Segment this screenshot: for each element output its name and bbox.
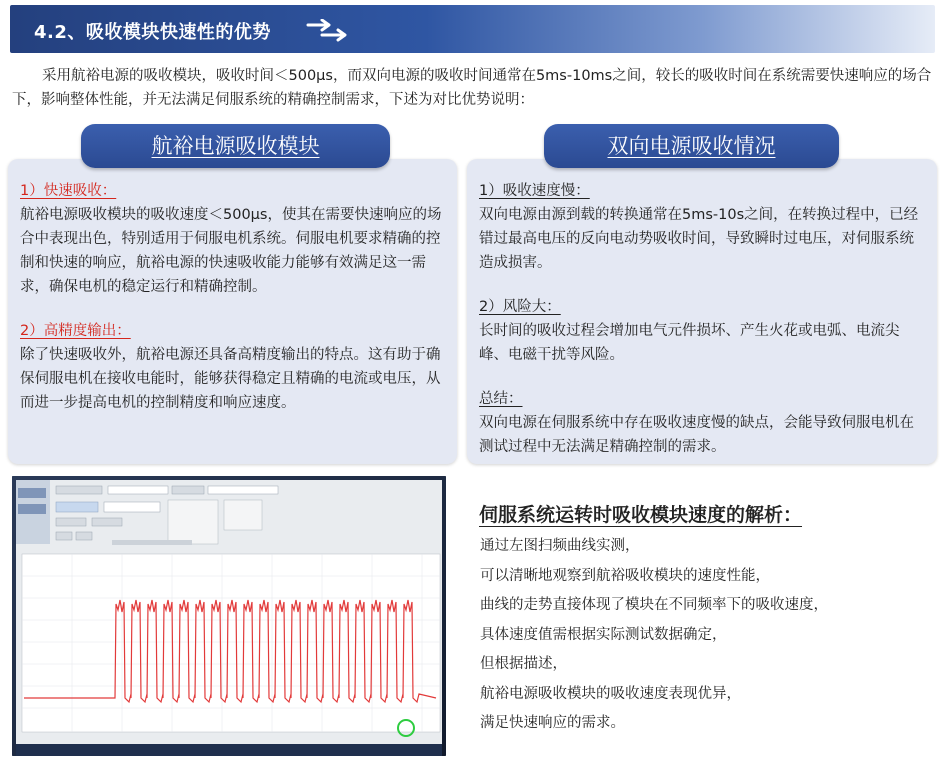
- analysis-line: 曲线的走势直接体现了模块在不同频率下的吸收速度，: [480, 597, 828, 613]
- sweep-curve-screen: [12, 476, 446, 756]
- left-card-title: 航裕电源吸收模块: [151, 134, 320, 158]
- right-card-title-pill: [544, 124, 839, 168]
- spacer: [479, 275, 927, 295]
- right-item-heading: 1）吸收速度慢：: [479, 183, 590, 199]
- analysis-line: 但根据描述，: [480, 656, 567, 672]
- sweep-curve-photo: [12, 476, 446, 756]
- right-item-heading: 2）风险大：: [479, 299, 561, 315]
- analysis-line: 具体速度值需根据实际测试数据确定，: [480, 626, 727, 643]
- left-item-text: 航裕电源吸收模块的吸收速度＜500μs，使其在需要快速响应的场合中表现出色，特别适用于伺服电机系统。伺服电机要求精确的控制和快速的响应，航裕电源的快速吸收能力能够有效满足这一需求，确保电机的稳定运行和精确控制。: [20, 207, 442, 295]
- left-card-title-pill: [81, 124, 390, 168]
- analysis-line: 可以清晰地观察到航裕吸收模块的速度性能，: [480, 567, 770, 584]
- left-card-body: [20, 179, 448, 415]
- analysis-line: 通过左图扫频曲线实测，: [480, 538, 640, 554]
- analysis-title: [479, 500, 802, 527]
- analysis-title-text: 伺服系统运转时吸收模块速度的解析：: [479, 504, 803, 526]
- right-item-text: 双向电源在伺服系统中存在吸收速度慢的缺点，会能导致伺服电机在测试过程中无法满足精确控制的需求。: [479, 415, 914, 455]
- right-item-heading: 总结：: [479, 391, 523, 407]
- left-item-heading: 1）快速吸收：: [20, 183, 117, 199]
- analysis-line: 满足快速响应的需求。: [480, 715, 625, 731]
- right-item-text: 长时间的吸收过程会增加电气元件损坏、产生火花或电弧、电流尖峰、电磁干扰等风险。: [479, 323, 900, 363]
- section-title: 4.2、吸收模块快速性的优势: [34, 22, 271, 43]
- double-arrow-icon: [306, 19, 352, 43]
- left-comparison-card: [8, 159, 457, 464]
- right-comparison-card: [467, 159, 937, 464]
- right-card-title: 双向电源吸收情况: [607, 134, 776, 158]
- right-item-text: 双向电源由源到载的转换通常在5ms-10s之间，在转换过程中，已经错过最高电压的反向电动势吸收时间，导致瞬时过电压，对伺服系统造成损害。: [479, 207, 919, 271]
- analysis-text-block: [480, 532, 828, 739]
- left-item-heading: 2）高精度输出：: [20, 323, 131, 339]
- left-item-text: 除了快速吸收外，航裕电源还具备高精度输出的特点。这有助于确保伺服电机在接收电能时，能够获得稳定且精确的电流或电压，从而进一步提高电机的控制精度和响应速度。: [20, 347, 441, 411]
- spacer: [479, 367, 927, 387]
- analysis-line: 航裕电源吸收模块的吸收速度表现优异，: [480, 685, 741, 702]
- section-header-bar: [10, 5, 935, 53]
- spacer: [20, 299, 448, 319]
- right-card-body: [479, 179, 927, 459]
- intro-paragraph: 采用航裕电源的吸收模块，吸收时间＜500μs，而双向电源的吸收时间通常在5ms-10ms之间，较长的吸收时间在系统需要快速响应的场合下，影响整体性能，并无法满足伺服系统的精确控制需求，下述为对比优势说明：: [12, 68, 932, 108]
